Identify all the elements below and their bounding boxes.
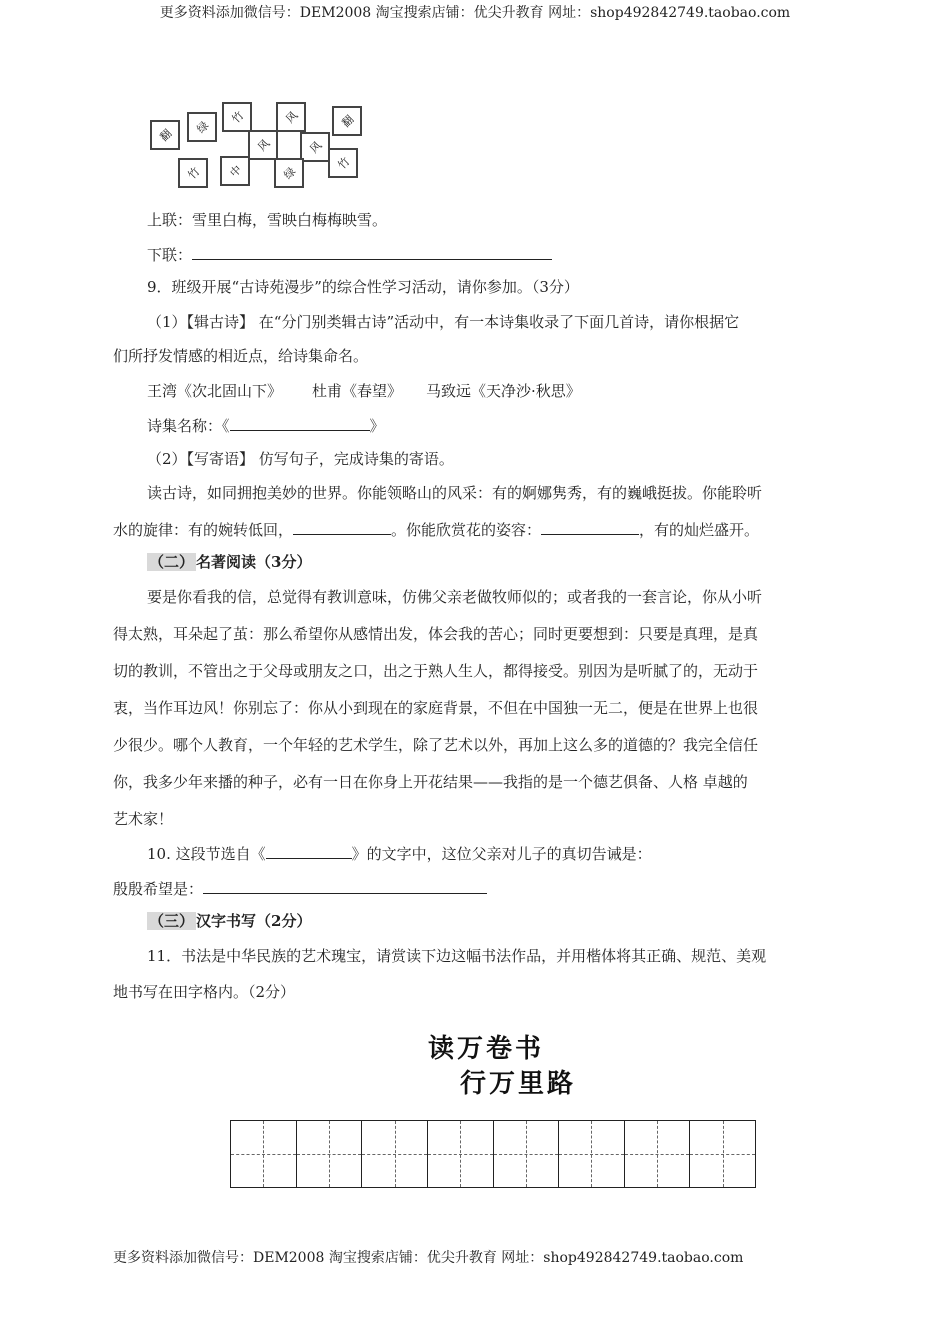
- passage-line: 艺术家！: [113, 810, 174, 828]
- poem-2: 杜甫《春望》: [312, 382, 403, 400]
- grid-cell[interactable]: [362, 1121, 428, 1187]
- tianzige-grid[interactable]: [230, 1120, 756, 1188]
- collection-name-prefix: 诗集名称：《: [147, 417, 230, 435]
- q9-part1-line2: 们所抒发情感的相近点，给诗集命名。: [113, 347, 369, 365]
- q9-part1-line1: （1）【辑古诗】 在“分门别类辑古诗”活动中，有一本诗集收录了下面几首诗，请你根据它: [147, 313, 740, 331]
- section2-heading-title: 名著阅读（3分）: [196, 553, 312, 571]
- couplet-upper: 上联：雪里白梅，雪映白梅梅映雪。: [147, 211, 388, 229]
- tile: [222, 102, 252, 132]
- p2-text-b: 。你能欣赏花的姿容：: [391, 521, 542, 539]
- couplet-lower-blank[interactable]: [192, 243, 552, 260]
- p2-text-a: 水的旋律：有的婉转低回，: [113, 521, 294, 539]
- section3-heading-title: 汉字书写（2分）: [196, 912, 312, 930]
- couplet-lower-label: 下联：: [147, 246, 193, 264]
- passage-line: 得太熟，耳朵起了茧：那么希望你从感情出发，体会我的苦心；同时更要想到：只要是真理，是真: [113, 625, 759, 643]
- collection-name-suffix: 》: [369, 417, 385, 435]
- p2-text-c: ，有的灿烂盛开。: [639, 521, 760, 539]
- passage-line: 你，我多少年来播的种子，必有一日在你身上开花结果——我指的是一个德艺俱备、人格 卓越的: [113, 773, 748, 791]
- tile: [274, 158, 304, 188]
- passage-line: 少很少。哪个人教育，一个年轻的艺术学生，除了艺术以外，再加上这么多的道德的？我完全信任: [113, 736, 759, 754]
- q9-part2-line1: 读古诗，如同拥抱美妙的世界。你能领略山的风采：有的婀娜隽秀，有的巍峨挺拔。你能聆听: [147, 484, 763, 502]
- grid-cell[interactable]: [494, 1121, 560, 1187]
- tile-char: 风: [282, 108, 300, 126]
- tile-char: 竹: [184, 164, 202, 182]
- section3-heading: [147, 910, 311, 932]
- q10-line1: [147, 842, 652, 865]
- grid-cell[interactable]: [231, 1121, 297, 1187]
- section2-heading: [147, 551, 311, 573]
- poem-3: 马致远《天净沙·秋思》: [426, 382, 581, 400]
- passage-line: 切的教训，不管出之于父母或朋友之口，出之于熟人生人，都得接受。别因为是听腻了的，无动于: [113, 662, 759, 680]
- q10-line2: [113, 877, 487, 900]
- passage-line: 衷，当作耳边风！你别忘了：你从小到现在的家庭背景，不但在中国独一无二，便是在世界上也很: [113, 699, 759, 717]
- tile-char: 风: [254, 136, 272, 154]
- tile-char: 风: [306, 138, 324, 156]
- tile: [332, 106, 362, 136]
- tile-char: 竹: [334, 154, 352, 172]
- passage-line: 要是你看我的信，总觉得有教训意味，仿佛父亲老做牧师似的；或者我的一套言论，你从小听: [147, 588, 763, 606]
- tile-char: 翻: [338, 112, 356, 130]
- section2-heading-number: （二）: [149, 553, 195, 571]
- grid-cell[interactable]: [625, 1121, 691, 1187]
- q11-line1: 11．书法是中华民族的艺术瑰宝，请赏读下边这幅书法作品，并用楷体将其正确、规范、美观: [147, 947, 767, 965]
- couplet-lower: [147, 243, 552, 266]
- tile: [150, 120, 180, 150]
- poem-1: 王湾《次北固山下》: [147, 382, 283, 400]
- tile: [328, 148, 358, 178]
- tile: [276, 102, 306, 132]
- collection-name-blank[interactable]: [230, 414, 370, 431]
- grid-cell[interactable]: [559, 1121, 625, 1187]
- hope-blank[interactable]: [203, 877, 487, 894]
- q9-poems: [147, 380, 581, 402]
- section3-heading-number: （三）: [149, 912, 195, 930]
- grid-cell[interactable]: [297, 1121, 363, 1187]
- book-title-blank[interactable]: [266, 842, 352, 859]
- calligraphy-line-2: 行万里路: [460, 1069, 577, 1099]
- q10-hope-label: 殷殷希望是：: [113, 880, 204, 898]
- tile-char: 翻: [156, 126, 174, 144]
- q11-line2: 地书写在田字格内。（2分）: [113, 983, 296, 1001]
- q9-collection-name: [147, 414, 385, 437]
- imitation-blank-1[interactable]: [293, 518, 391, 535]
- tile-char: 竹: [228, 108, 246, 126]
- tile-char: 绿: [193, 118, 211, 136]
- tile: [248, 130, 278, 160]
- q10-text-b: 》的文字中，这位父亲对儿子的真切告诫是：: [351, 845, 652, 863]
- grid-cell[interactable]: [690, 1121, 755, 1187]
- calligraphy-line-1: 读万卷书: [428, 1034, 545, 1064]
- q9-part2: （2）【写寄语】 仿写句子，完成诗集的寄语。: [147, 450, 454, 468]
- tile: [187, 112, 217, 142]
- q9-title: 9．班级开展“古诗苑漫步”的综合性学习活动，请你参加。（3分）: [147, 278, 579, 296]
- tile: [220, 156, 250, 186]
- tile-char: 绿: [280, 164, 298, 182]
- page-header: 更多资料添加微信号：DEM2008 淘宝搜索店铺：优尖升教育 网址：shop492842749.taobao.com: [159, 5, 791, 21]
- q10-text-a: 10. 这段节选自《: [147, 845, 266, 863]
- imitation-blank-2[interactable]: [541, 518, 639, 535]
- grid-cell[interactable]: [428, 1121, 494, 1187]
- tile-char: 中: [226, 162, 244, 180]
- tile: [178, 158, 208, 188]
- q9-part2-line2: [113, 518, 759, 541]
- tile: [300, 132, 330, 162]
- page-footer: 更多资料添加微信号：DEM2008 淘宝搜索店铺：优尖升教育 网址：shop492842749.taobao.com: [113, 1250, 744, 1266]
